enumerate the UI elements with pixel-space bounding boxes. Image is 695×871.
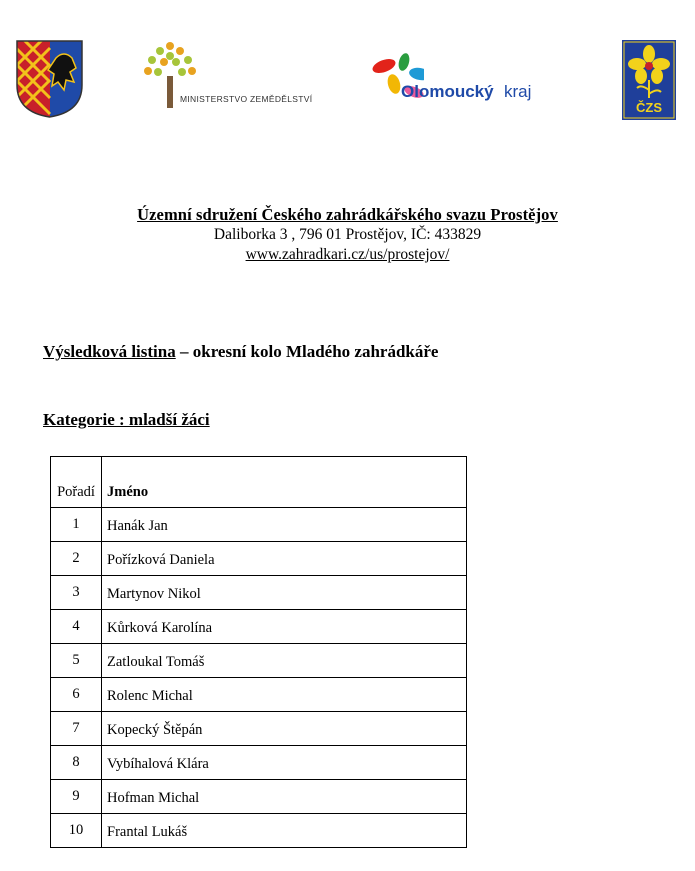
olomoucky-kraj-logo [364,52,544,106]
name-cell: Hanák Jan [102,508,467,542]
rank-cell: 10 [51,814,102,848]
results-heading-subtitle: – okresní kolo Mladého zahrádkáře [175,342,439,361]
name-cell: Hofman Michal [102,780,467,814]
table-row [51,712,467,746]
table-row [51,644,467,678]
rank-cell: 3 [51,576,102,610]
name-cell: Kopecký Štěpán [102,712,467,746]
rank-column-header: Pořadí [51,457,102,508]
results-heading [43,342,438,362]
ministry-name: MINISTERSTVO ZEMĚDĚLSTVÍ [180,94,313,104]
name-cell: Vybíhalová Klára [102,746,467,780]
region-suffix: kraj [504,82,532,101]
rank-cell: 1 [51,508,102,542]
rank-cell: 6 [51,678,102,712]
rank-cell: 2 [51,542,102,576]
ministry-of-agriculture-logo [140,38,312,114]
table-row [51,610,467,644]
rank-cell: 5 [51,644,102,678]
table-row [51,508,467,542]
name-column-header: Jméno [102,457,467,508]
rank-cell: 7 [51,712,102,746]
name-cell: Pořízková Daniela [102,542,467,576]
table-row [51,542,467,576]
rank-cell: 4 [51,610,102,644]
name-cell: Rolenc Michal [102,678,467,712]
table-row [51,814,467,848]
name-cell: Zatloukal Tomáš [102,644,467,678]
table-row [51,576,467,610]
results-table [50,456,467,848]
czs-logo [622,40,676,120]
name-cell: Martynov Nikol [102,576,467,610]
region-name: Olomoucký [401,82,494,101]
organization-website-link[interactable]: www.zahradkari.cz/us/prostejov/ [245,246,450,263]
rank-cell: 9 [51,780,102,814]
organization-title: Územní sdružení Českého zahrádkářského svazu Prostějov [137,205,558,224]
rank-cell: 8 [51,746,102,780]
name-cell: Frantal Lukáš [102,814,467,848]
category-heading: Kategorie : mladší žáci [43,410,210,429]
results-heading-title: Výsledková listina [43,342,176,361]
name-cell: Kůrková Karolína [102,610,467,644]
czs-label: ČZS [636,100,662,115]
table-row [51,780,467,814]
prostejov-coat-of-arms-logo [16,40,83,118]
organization-address: Daliborka 3 , 796 01 Prostějov, IČ: 433829 [213,226,482,243]
table-row [51,746,467,780]
table-row [51,678,467,712]
results-table-body [51,508,467,848]
table-header-row [51,457,467,508]
